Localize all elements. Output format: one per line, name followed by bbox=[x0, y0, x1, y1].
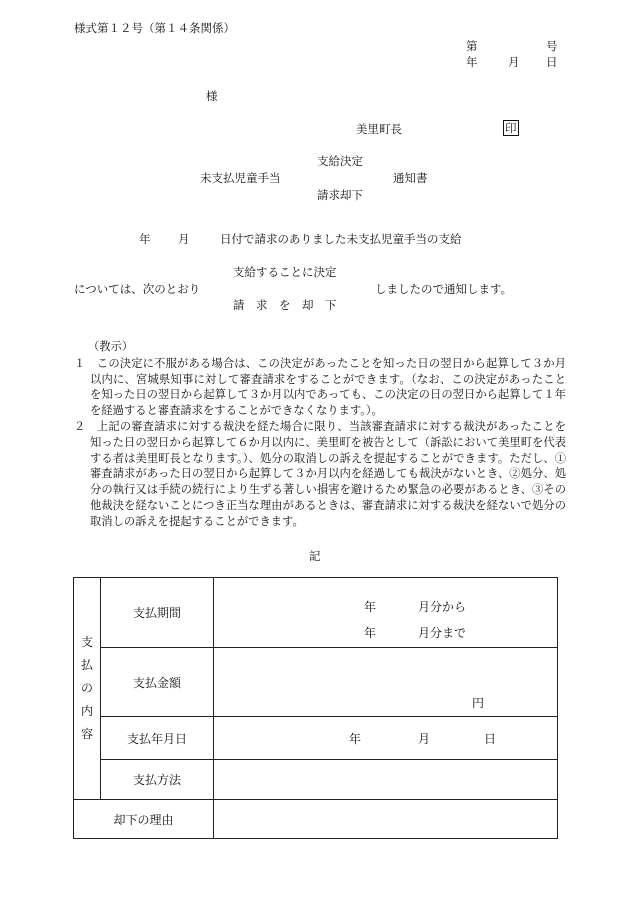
payment-date-label: 支払年月日 bbox=[101, 717, 214, 760]
sender-title: 美里町長 bbox=[356, 122, 402, 136]
payment-date-value: 年 月 日 bbox=[214, 717, 558, 760]
appeal-notice bbox=[74, 339, 566, 530]
addressee-suffix: 様 bbox=[206, 89, 218, 103]
payment-content-group-label: 支 払 の 内 容 bbox=[74, 578, 101, 800]
body-line2-prefix: については、次のとおり bbox=[74, 282, 201, 296]
body-year: 年 bbox=[139, 232, 151, 246]
notice-item-1: １ この決定に不服がある場合は、この決定があったことを知った日の翌日から起算して３か月以内に、宮城県知事に対して審査請求をすることができます。（なお、この決定があったことを知った日の翌日から起算して３か月以内であっても、この決定の日の翌日から起算して１年を経過すると審査請求をすることができなくなります。）。 bbox=[74, 356, 566, 418]
rejection-reason-label: 却下の理由 bbox=[74, 800, 214, 839]
rejection-reason-value bbox=[214, 800, 558, 839]
title-suffix: 通知書 bbox=[393, 171, 428, 185]
doc-number-dai: 第 bbox=[466, 39, 478, 53]
payment-method-label: 支払方法 bbox=[101, 760, 214, 800]
doc-date-day: 日 bbox=[546, 55, 558, 69]
doc-number-go: 号 bbox=[546, 39, 558, 53]
title-option-grant: 支給決定 bbox=[317, 154, 363, 168]
body-option-reject: 請 求 を 却 下 bbox=[233, 298, 337, 312]
seal-mark: 印 bbox=[505, 121, 517, 135]
body-line1-rest: 日付で請求のありました未支払児童手当の支給 bbox=[220, 232, 462, 246]
title-option-reject: 請求却下 bbox=[317, 188, 363, 202]
form-number: 様式第１２号（第１４条関係） bbox=[74, 21, 235, 35]
notice-item-2: ２ 上記の審査請求に対する裁決を経た場合に限り、当該審査請求に対する裁決があったことを知った日の翌日から起算して６か月以内に、美里町を被告として（訴訟において美里町を代表する者は美里町長となります。）、処分の取消しの訴えを提起することができます。ただし、①審査請求があった日の翌日から起算して３か月以内を経過しても裁決がないとき、②処分、処分の執行又は手続の続行により生ずる著しい損害を避けるため緊急の必要があるとき、③その他裁決を経ないことにつき正当な理由があるときは、審査請求に対する裁決を経ないで処分の取消しの訴えを提起することができます。 bbox=[74, 419, 566, 528]
ki-mark: 記 bbox=[309, 549, 321, 563]
body-line2-suffix: しましたので通知します。 bbox=[375, 282, 513, 296]
notice-heading: （教示） bbox=[88, 340, 134, 353]
doc-date-month: 月 bbox=[508, 55, 520, 69]
amount-value: 円 bbox=[214, 648, 558, 717]
period-label: 支払期間 bbox=[101, 578, 214, 648]
payment-method-value bbox=[214, 760, 558, 800]
body-month: 月 bbox=[178, 232, 190, 246]
body-option-grant: 支給することに決定 bbox=[233, 265, 337, 279]
doc-date-year: 年 bbox=[466, 55, 478, 69]
amount-label: 支払金額 bbox=[101, 648, 214, 717]
period-value: 年 月分から 年 月分まで bbox=[214, 578, 558, 648]
title-prefix: 未支払児童手当 bbox=[200, 171, 281, 185]
payment-details-table bbox=[73, 577, 558, 839]
